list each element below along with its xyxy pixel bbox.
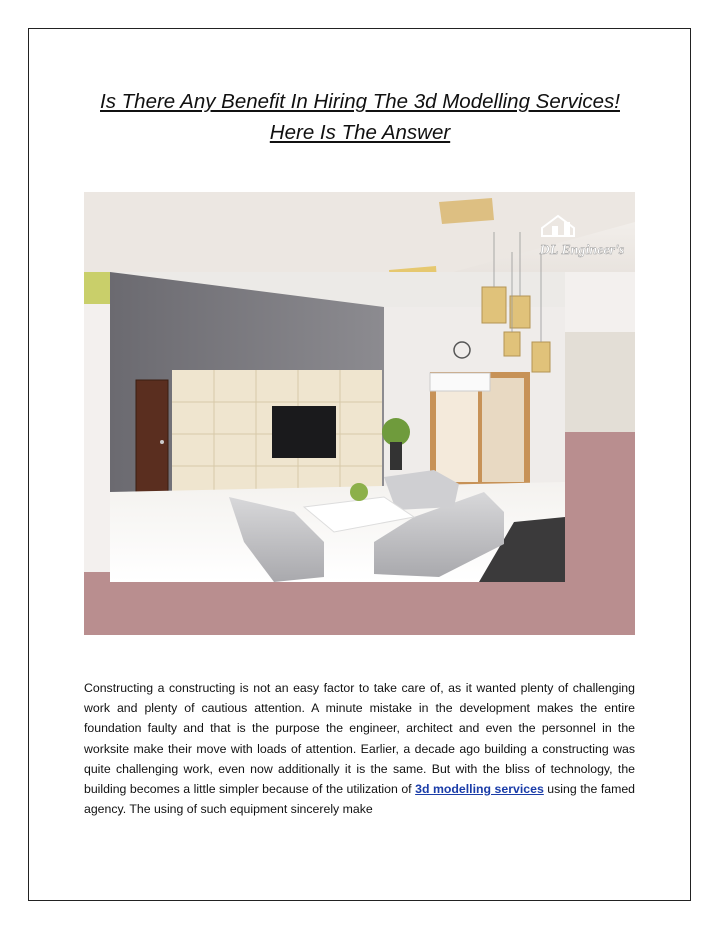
hero-image	[84, 192, 635, 635]
living-room-render	[84, 192, 635, 635]
body-paragraph	[84, 678, 635, 819]
document-title	[60, 86, 660, 148]
title-line-1: Is There Any Benefit In Hiring The 3d Modelling Services!	[100, 90, 620, 113]
paragraph-text: Constructing a constructing is not an easy factor to take care of, as it wanted plenty of challenging work and plenty of cautious attention. A minute mistake in the development makes the entire foundation faulty and that is the purpose the engineer, architect and even the personnel in the worksite make their move with loads of attention. Earlier, a decade ago building a constructing was quite challenging work, even now additionally it is the same. But with the bliss of technology, the building becomes a little simpler because of the utilization of	[84, 681, 635, 797]
logo-text: DL Engineer's	[539, 243, 625, 258]
paragraph-text-continued: using the famed agency. The using of such equipment sincerely make	[84, 782, 635, 817]
3d-modelling-services-link[interactable]: 3d modelling services	[415, 782, 544, 797]
title-line-2: Here Is The Answer	[269, 121, 451, 144]
